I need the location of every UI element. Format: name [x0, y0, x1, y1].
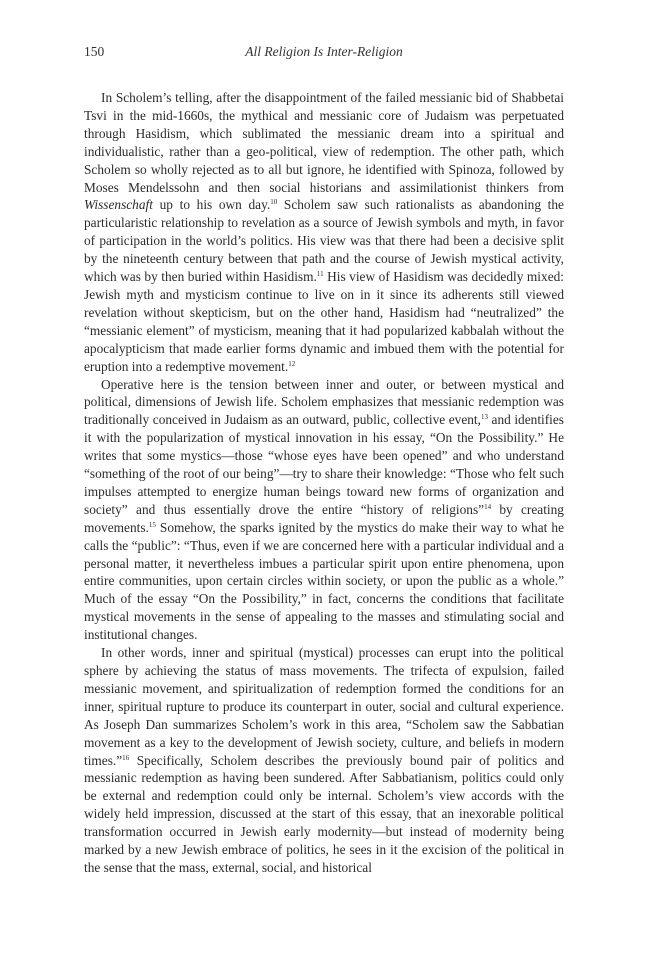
text-run: Operative here is the tension between inner and outer, or between mystical and political, dimensions of Jewish life. Scholem emphasizes that messianic redemption was traditionally conceived in Judaism as an outward, public, collective event,	[84, 376, 564, 428]
footnote-ref-16[interactable]: 16	[122, 753, 130, 762]
footnote-ref-14[interactable]: 14	[484, 502, 492, 511]
text-run: and identifies it with the popularization of mystical innovation in his essay, “On the Possibility.” He writes that some mystics—those “whose eyes have been opened” and who understand “something of the root of our being”—try to share their knowledge: “Those who felt such impulses attempted to energize human beings toward new forms of organization and society” and thus essentially drove the entire “history of religions”	[84, 412, 564, 517]
text-run: by creating movements.	[84, 501, 564, 535]
footnote-ref-12[interactable]: 12	[288, 359, 296, 368]
footnote-ref-13[interactable]: 13	[480, 413, 488, 422]
page-number: 150	[84, 44, 105, 59]
paragraph-1	[84, 89, 564, 376]
text-run: In other words, inner and spiritual (mystical) processes can erupt into the political sphere by achieving the status of mass movements. The trifecta of expulsion, failed messianic movement, and spiritualization of redemption formed the conditions for an inner, spiritual rupture to produce its counterpart in outer, social and cultural experience. As Joseph Dan summarizes Scholem’s work in this area, “Scholem saw the Sabbatian movement as a key to the development of Jewish society, culture, and beliefs in modern times.”	[84, 645, 564, 768]
paragraph-2	[84, 376, 564, 645]
text-run: up to his own day.	[152, 197, 271, 213]
text-run: In Scholem’s telling, after the disappointment of the failed messianic bid of Shabbetai Tsvi in the mid-1660s, the mythical and messianic core of Judaism was perpetuated through Hasidism, which sublimated the messianic dream into a spiritual and individualistic, rather than a geo-political, view of redemption. The other path, which Scholem so wholly rejected as to all but ignore, he identified with Spinoza, followed by Moses Mendelssohn and then social historians and assimilationist thinkers from	[84, 90, 564, 195]
footnote-ref-15[interactable]: 15	[148, 520, 156, 529]
running-title: All Religion Is Inter-Religion	[245, 44, 403, 59]
text-run: Somehow, the sparks ignited by the mystics do make their way to what he calls the “public”: “Thus, even if we are concerned here with a particular individual and a personal matter, it nevertheless imbues a particular spirit upon entire phenomena, upon entire communities, upon certain circles within society, or upon the public as a whole.” Much of the essay “On the Possibility,” in fact, concerns the conditions that facilitate mystical movements in the sense of appealing to the masses and stimulating social and institutional changes.	[84, 519, 564, 643]
body-text	[84, 89, 564, 877]
page-header	[84, 44, 564, 64]
paragraph-3	[84, 644, 564, 877]
text-run: Specifically, Scholem describes the previously bound pair of politics and messianic redemption as having been sundered. After Sabbatianism, politics could only be external and redemption could only be internal. Scholem’s view accords with the widely held impression, discussed at the start of this essay, that an inexorable political transformation occurred in Jewish early modernity—but instead of modernity being marked by a new Jewish embrace of politics, he sees in it the excision of the political in the sense that the mass, external, social, and historical	[84, 752, 564, 875]
text-run: His view of Hasidism was decidedly mixed: Jewish myth and mysticism continue to live on in it since its adherents still viewed revelation without skepticism, but on the other hand, Hasidism had “neutralized” the “messianic element” of mysticism, meaning that it had popularized kabbalah without the apocalypticism that made earlier forms dynamic and imbued them with the potential for eruption into a redemptive movement.	[84, 269, 564, 374]
text-run: Scholem saw such rationalists as abandoning the particularistic relationship to revelation as a source of Jewish symbols and myth, in favor of participation in the world’s politics. His view was that there had been a decisive split by the nineteenth century between that path and the course of Jewish mystical activity, which was by then buried within Hasidism.	[84, 197, 564, 285]
footnote-ref-11[interactable]: 11	[316, 270, 324, 279]
text-run-italic: Wissenschaft	[84, 197, 153, 213]
footnote-ref-10[interactable]: 10	[270, 198, 278, 207]
